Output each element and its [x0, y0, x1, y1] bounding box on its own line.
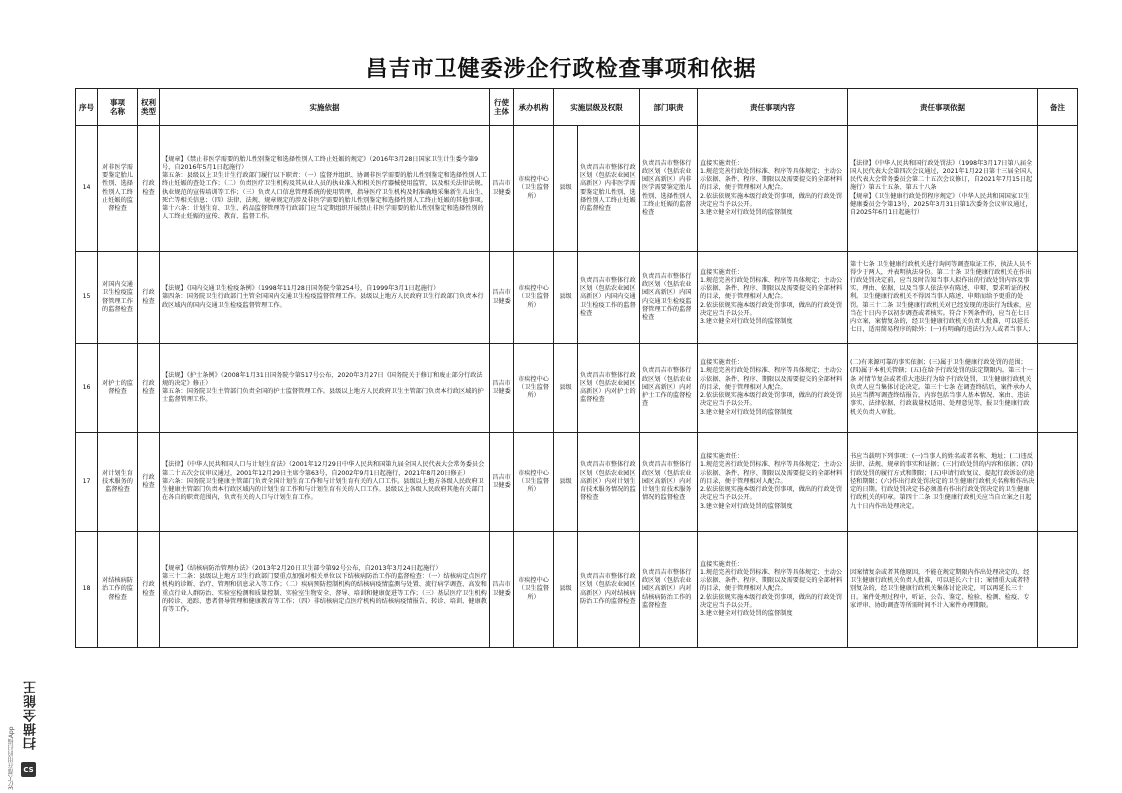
cell-content: 直接实施责任： 1.规范完善行政处罚标准、程序等具体规定；主动公示依据、条件、程序、期限以及需要提交的全部材料的目录，便于管理相对人配合。 2.依法依规实施本级行政处罚事项，做出的行政处罚决定应当予以公开。 3.建立健全对行政处罚的监督制度: [698, 126, 848, 252]
cell-subject: 昌吉市卫健委: [490, 433, 514, 532]
header-duty: 部门职责: [640, 89, 698, 126]
cell-content: 直接实施责任： 1.规范完善行政处罚标准、程序等具体规定；主动公示依据、条件、程序、期限以及需要提交的全部材料的目录，便于管理相对人配合。 2.依法依规实施本级行政处罚事项，做出的行政处罚决定应当予以公开。 3.建立健全对行政处罚的监督制度: [698, 433, 848, 532]
cell-duty: 负责昌吉市整体行政区划（包括农业园区高新区）内国内交通卫生检疫监督管理工作的监督检查: [640, 252, 698, 344]
cell-note: [1038, 532, 1078, 648]
table-row: [76, 532, 1078, 648]
cell-resp-basis: 【法律】《中华人民共和国行政处罚法》（1998年3月17日第八届全国人民代表大会第四次会议通过，2021年1月22日第十三届全国人民代表大会常务委员会第二十五次会议修订，自2021年7月15日起施行）第五十五条、第五十八条 【规章】《卫生健康行政处罚程序规定》（中华人民共和国国家卫生健康委员会令第13号，2025年3月31日第1次委务会议审议通过，自2025年6月1日起施行）: [848, 126, 1038, 252]
header-level: 实施层级及权限: [554, 89, 640, 126]
table-row: [76, 433, 1078, 532]
cell-basis: 【法规】《护士条例》（2008年1月31日国务院令第517号公布，2020年3月27日《国务院关于修订和废止部分行政法规的决定》修正） 第五条：国务院卫生主管部门负责全国的护士监督管理工作。县级以上地方人民政府卫生主管部门负责本行政区域的护士监督管理工作。: [160, 344, 490, 433]
cell-org: 市疾控中心（卫生监督所）: [514, 252, 554, 344]
cell-note: [1038, 126, 1078, 252]
cell-duty: 负责昌吉市整体行政区划（包括农业园区高新区）内对结核病防治工作的监督检查: [640, 532, 698, 648]
header-resp-basis: 责任事项依据: [848, 89, 1038, 126]
cell-content: 直接实施责任： 1.规范完善行政处罚标准、程序等具体规定；主动公示依据、条件、程序、期限以及需要提交的全部材料的目录，便于管理相对人配合。 2.依法依规实施本级行政处罚事项，做出的行政处罚决定应当予以公开。 3.建立健全对行政处罚的监督制度: [698, 252, 848, 344]
page-title: 昌吉市卫健委涉企行政检查事项和依据: [365, 56, 757, 82]
cell-content: 直接实施责任： 1.规范完善行政处罚标准、程序等具体规定；主动公示依据、条件、程序、期限以及需要提交的全部材料的目录，便于管理相对人配合。 2.依法依规实施本级行政处罚事项，做出的行政处罚决定应当予以公开。 3.建立健全对行政处罚的监督制度: [698, 344, 848, 433]
watermark-brand: 扫描全能王: [24, 680, 39, 750]
cell-authority: 负责昌吉市整体行政区划（包括农业园区高新区）内对护士的监督检查: [578, 344, 640, 433]
cell-level: 县级: [554, 532, 578, 648]
cell-no: 15: [76, 252, 98, 344]
cell-note: [1038, 252, 1078, 344]
cell-name: 对计划生育技术服务的监督检查: [98, 433, 138, 532]
cell-type: 行政检查: [138, 433, 160, 532]
cell-resp-basis: 因案情复杂或者其他原因，不能在规定期限内作出处理决定的，经卫生健康行政机关负责人批准，可以延长六十日；案情重大或者特别复杂的，经卫生健康行政机关集体讨论决定，可以再延长三十日。案件处理过程中，听证、公告、鉴定、检验、检测、检疫、专家评审、协助调查等所需时间不计入案件办理期限。: [848, 532, 1038, 648]
cell-duty: 负责昌吉市整体行政区划（包括农业园区高新区）内对护士工作的监督检查: [640, 344, 698, 433]
cell-authority: 负责昌吉市整体行政区划（包括农业园区高新区）内对结核病防治工作的监督检查: [578, 532, 640, 648]
cell-basis: 【规章】《禁止非医学需要的胎儿性别鉴定和选择性别人工终止妊娠的规定》（2016年3月28日国家卫生计生委令第9号，自2016年5月1日起施行） 第五条：县级以上卫生计生行政部门履行以下职责：（一）监督并组织、协调非医学需要的胎儿性别鉴定和选择性别人工终止妊娠的查处工作；（二）负责医疗卫生机构及其从业人员的执业准入和相关医疗器械使用监管，以及相关法律法规、执业规范的宣传培训等工作；（三）负责人口信息管理系统的使用管理，指导医疗卫生机构及时准确地采集新生儿出生、死亡等相关信息；（四）法律、法规、规章规定的涉及非医学需要的胎儿性别鉴定和选择性别人工终止妊娠的其他事项。 第十六条：计划生育、卫生、药品监督管理等行政部门应当定期组织开展禁止非医学需要的胎儿性别鉴定和选择性别的人工终止妊娠的宣传、教育、监督工作。: [160, 126, 490, 252]
inspection-table: [75, 88, 1078, 648]
cell-resp-basis: 书应当载明下列事项：(一)当事人的姓名或者名称、地址；(二)违反法律、法规、规章的事实和证据；(三)行政处罚的内容和依据；(四)行政处罚的履行方式和期限；(五)申请行政复议、提起行政诉讼的途径和期限；(六)作出行政处罚决定的卫生健康行政机关名称和作出决定的日期。行政处罚决定书必须盖有作出行政处罚决定的卫生健康行政机关的印章。第四十二条 卫生健康行政机关应当自立案之日起九十日内作出处理决定。: [848, 433, 1038, 532]
cell-note: [1038, 433, 1078, 532]
header-type: 权利 类型: [138, 89, 160, 126]
cell-basis: 【规章】《结核病防治管理办法》（2013年2月20日卫生部令第92号公布，自2013年3月24日起施行） 第三十二条：县级以上地方卫生行政部门要重点加强对相关单位以下结核病防治工作的监督检查：（一）结核病定点医疗机构的诊断、治疗、管理和信息录入等工作；（二）疾病预防控制机构的结核病疫情监测与处置、流行病学调查、高发和重点行业人群防治、实验室检测和质量控制、实验室生物安全、督导、培训和健康促进等工作；（三）基层医疗卫生机构的转诊、追踪、患者督导管理和健康教育等工作；（四）非结核病定点医疗机构的结核病疫情报告、转诊、培训、健康教育等工作。: [160, 532, 490, 648]
cell-duty: 负责昌吉市整体行政区划（包括农业园区高新区）内对计划生育技术服务情况的监督检查: [640, 433, 698, 532]
cell-authority: 负责昌吉市整体行政区划（包括农业园区高新区）内非医学需要鉴定胎儿性别、选择性别人工终止妊娠的监督检查: [578, 126, 640, 252]
cell-name: 对非医学需要鉴定胎儿性别、选择性别人工终止妊娠的监督检查: [98, 126, 138, 252]
cell-note: [1038, 344, 1078, 433]
header-subject: 行使 主体: [490, 89, 514, 126]
table-header-row: [76, 89, 1078, 126]
cell-name: 对护士的监督检查: [98, 344, 138, 433]
cell-no: 18: [76, 532, 98, 648]
cell-no: 14: [76, 126, 98, 252]
header-no: 序号: [76, 89, 98, 126]
table-row: [76, 344, 1078, 433]
cell-subject: 昌吉市卫健委: [490, 344, 514, 433]
cell-subject: 昌吉市卫健委: [490, 532, 514, 648]
scanner-watermark: [22, 660, 38, 775]
header-name: 事项 名称: [98, 89, 138, 126]
header-basis: 实施依据: [160, 89, 490, 126]
cell-type: 行政检查: [138, 252, 160, 344]
cell-type: 行政检查: [138, 126, 160, 252]
cell-resp-basis: (二)有来源可靠的事实依据；(三)属于卫生健康行政处罚的范围；(四)属于本机关管辖；(五)在给予行政处罚的法定期限内。第三十一条 对情节复杂或者重大违法行为给予行政处罚，卫生健康行政机关负责人应当集体讨论决定。第三十七条 在调查终结后，案件承办人员应当撰写调查终结报告，内容包括当事人基本情况、案由、违法事实、法律依据、行政裁量权适用、处理意见等，报卫生健康行政机关负责人审批。: [848, 344, 1038, 433]
cs-logo-icon: CS: [21, 762, 36, 777]
cell-name: 对结核病防治工作的监督检查: [98, 532, 138, 648]
cell-authority: 负责昌吉市整体行政区划（包括农业园区高新区）内对计划生育技术服务情况的监督检查: [578, 433, 640, 532]
cell-level: 县级: [554, 126, 578, 252]
header-org: 承办机构: [514, 89, 554, 126]
cell-org: 市疾控中心（卫生监督所）: [514, 344, 554, 433]
watermark-sub-wrap: [6, 650, 16, 790]
cell-basis: 【法律】《中华人民共和国人口与计划生育法》（2001年12月29日中华人民共和国第九届全国人民代表大会常务委员会第二十五次会议审议通过，2001年12月29日主席令第63号，自2002年9月1日起施行，2021年8月20日修正） 第六条：国务院卫生健康主管部门负责全国计划生育工作和与计划生育有关的人口工作。县级以上地方各级人民政府卫生健康主管部门负责本行政区域内的计划生育工作和与计划生育有关的人口工作。县级以上各级人民政府其他有关部门在各自的职责范围内，负责有关的人口与计划生育工作。: [160, 433, 490, 532]
cell-duty: 负责昌吉市整体行政区划（包括农业园区高新区）内非医学需要鉴定胎儿性别、选择性别人工终止妊娠的监督检查: [640, 126, 698, 252]
cell-org: 市疾控中心（卫生监督所）: [514, 126, 554, 252]
header-content: 责任事项内容: [698, 89, 848, 126]
table-row: [76, 126, 1078, 252]
cell-content: 直接实施责任： 1.规范完善行政处罚标准、程序等具体规定；主动公示依据、条件、程序、期限以及需要提交的全部材料的目录，便于管理相对人配合。 2.依法依规实施本级行政处罚事项，做出的行政处罚决定应当予以公开。 3.建立健全对行政处罚的监督制度: [698, 532, 848, 648]
header-note: 备注: [1038, 89, 1078, 126]
cell-subject: 昌吉市卫健委: [490, 252, 514, 344]
cell-no: 16: [76, 344, 98, 433]
cell-level: 县级: [554, 252, 578, 344]
cell-type: 行政检查: [138, 344, 160, 433]
table-row: [76, 252, 1078, 344]
cell-no: 17: [76, 433, 98, 532]
cell-org: 市疾控中心（卫生监督所）: [514, 433, 554, 532]
cell-authority: 负责昌吉市整体行政区划（包括农业园区高新区）内国内交通卫生检疫工作的监督检查: [578, 252, 640, 344]
cell-type: 行政检查: [138, 532, 160, 648]
cell-level: 县级: [554, 344, 578, 433]
cell-name: 对国内交通卫生检疫监督管理工作的监督检查: [98, 252, 138, 344]
cell-resp-basis: 第十七条 卫生健康行政机关进行询问等调查取证工作，执法人员不得少于两人，并表明执法身份。第二十条 卫生健康行政机关在作出行政处罚决定前，应当及时告知当事人拟作出的行政处罚内容及事实、理由、依据，以及当事人依法享有陈述、申辩、要求听证的权利。卫生健康行政机关不得因当事人陈述、申辩而给予更重的处罚。第三十二条 卫生健康行政机关对已经发现的违法行为线索，应当在十日内予以初步调查或者核实。符合下列条件的，应当在七日内立案，案情复杂的，经卫生健康行政机关负责人批准，可以延长七日，适用简易程序的除外：(一)有明确的违法行为人或者当事人；: [848, 252, 1038, 344]
cell-level: 县级: [554, 433, 578, 532]
watermark-subtitle: 3亿人都在用的扫描App: [8, 726, 15, 790]
cell-org: 市疾控中心（卫生监督所）: [514, 532, 554, 648]
cell-basis: 【法规】《国内交通卫生检疫条例》（1998年11月28日国务院令第254号，自1999年3月1日起施行） 第四条：国务院卫生行政部门主管全国国内交通卫生检疫监督管理工作。县级以上地方人民政府卫生行政部门负责本行政区域内的国内交通卫生检疫监督管理工作。: [160, 252, 490, 344]
cell-subject: 昌吉市卫健委: [490, 126, 514, 252]
